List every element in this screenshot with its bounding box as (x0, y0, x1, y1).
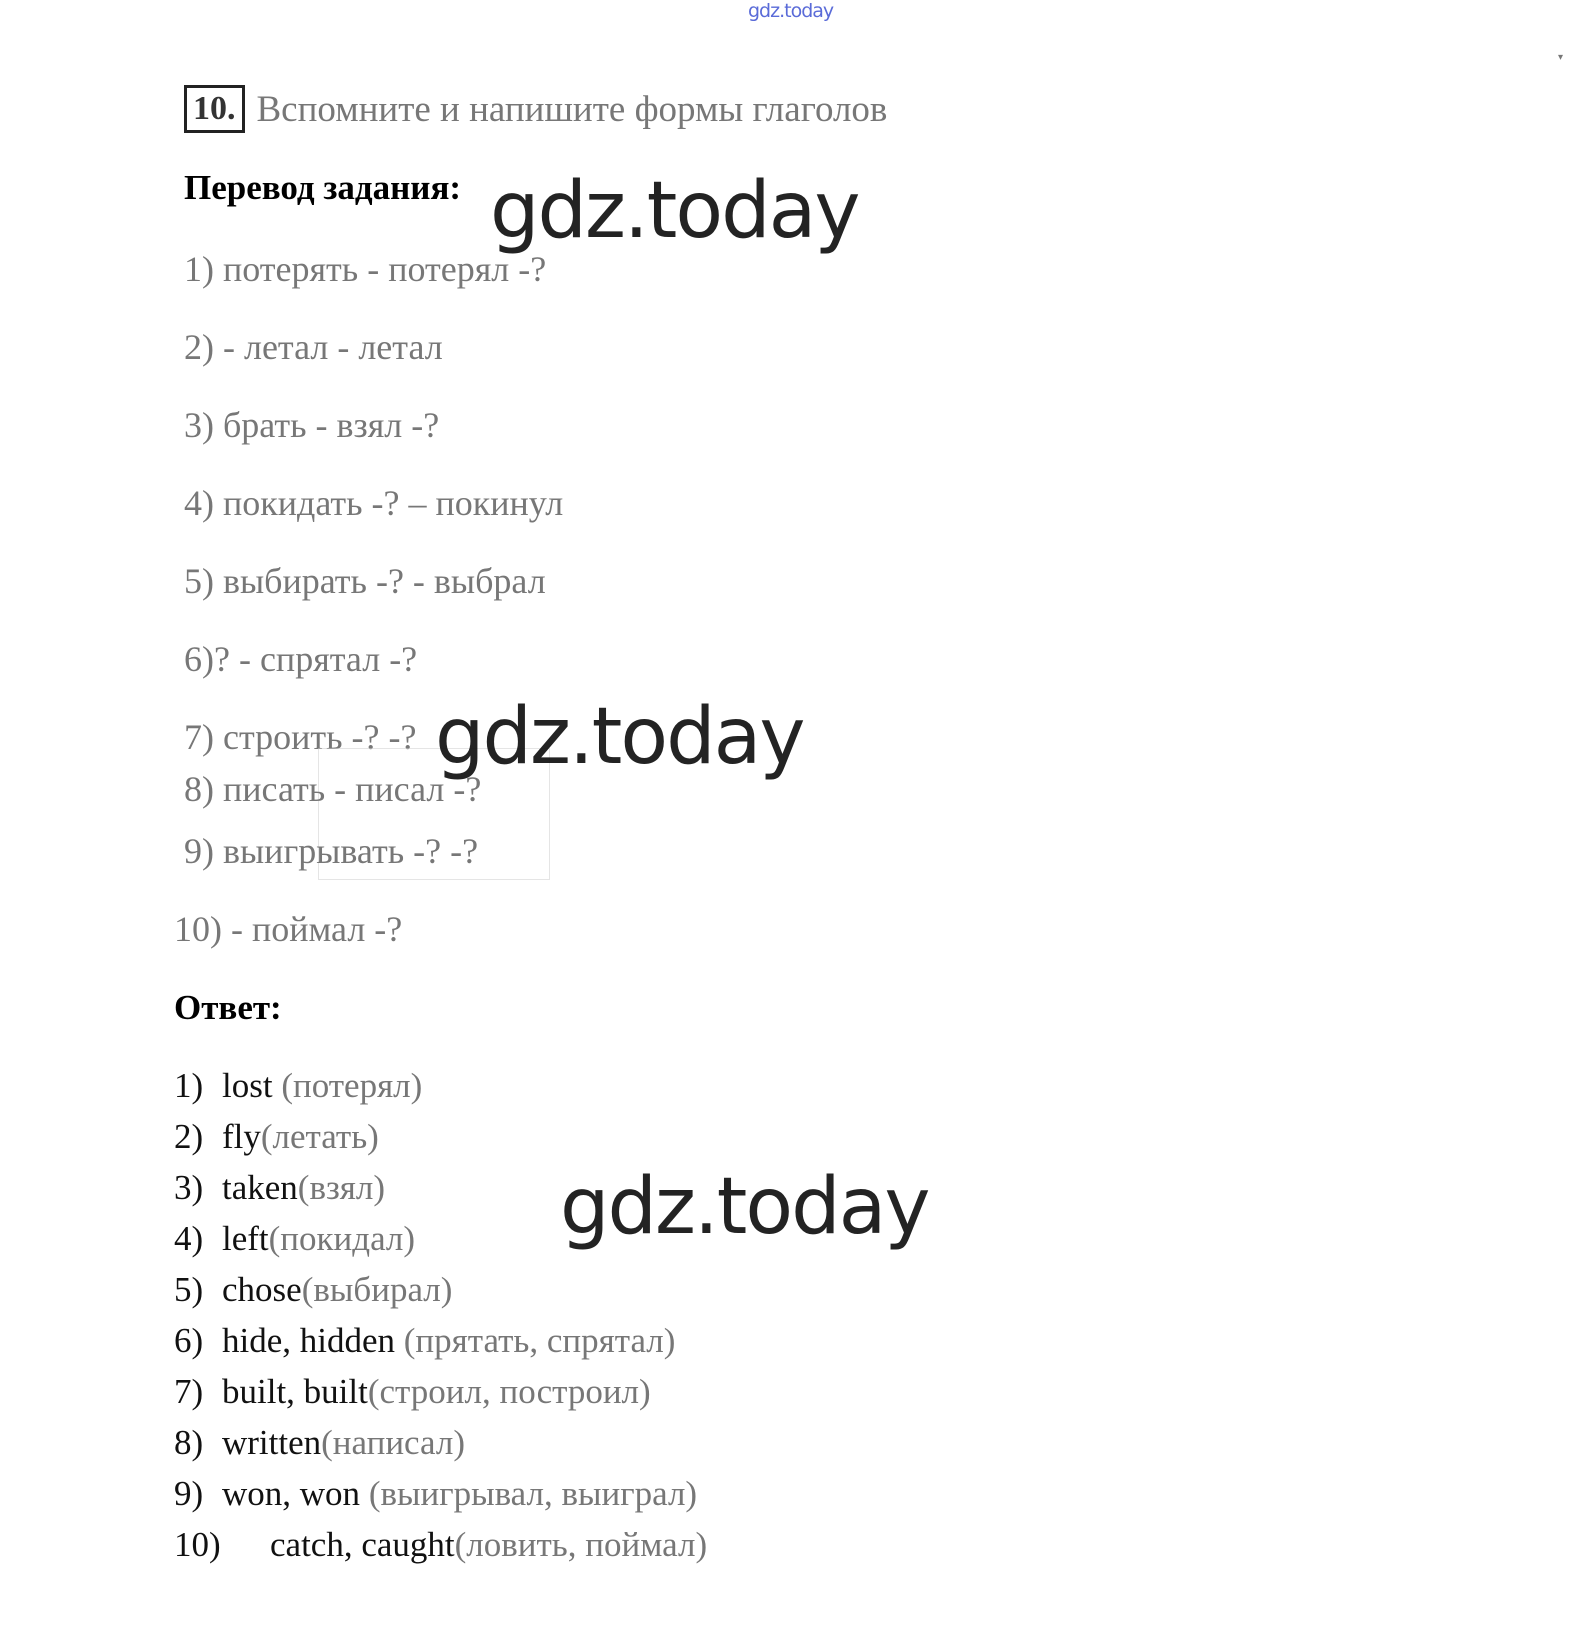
task-header (184, 85, 887, 133)
answer-item (174, 1066, 422, 1106)
translation-item: 10) - поймал -? (174, 909, 403, 949)
answer-item (174, 1117, 379, 1157)
task-instruction: Вспомните и напишите формы глаголов (256, 88, 888, 130)
answer-english: hide, hidden (222, 1321, 396, 1360)
answer-english: built, built (222, 1372, 368, 1411)
answer-number: 8) (174, 1423, 204, 1462)
translation-item: 8) писать - писал -? (184, 769, 482, 809)
answer-russian: (прятать, спрятал) (395, 1321, 676, 1360)
answer-english: won, won (222, 1474, 361, 1513)
watermark: gdz.today (435, 692, 804, 782)
translation-item: 3) брать - взял -? (184, 405, 440, 445)
answer-russian: (строил, построил) (367, 1372, 651, 1411)
answer-english: catch, caught (270, 1525, 455, 1564)
answer-english: taken (222, 1168, 298, 1207)
answer-item (174, 1474, 697, 1514)
answer-russian: (выигрывал, выиграл) (360, 1474, 698, 1513)
corner-mark: ▾ (1558, 52, 1564, 63)
watermark: gdz.today (490, 166, 859, 256)
watermark: gdz.today (560, 1162, 929, 1252)
translation-item: 9) выигрывать -? -? (184, 831, 479, 871)
answer-item (174, 1372, 651, 1412)
answer-item (174, 1219, 415, 1259)
answer-english: written (222, 1423, 322, 1462)
answer-english: chose (222, 1270, 302, 1309)
translation-item: 5) выбирать -? - выбрал (184, 561, 546, 601)
task-number: 10. (184, 85, 245, 133)
answer-number: 2) (174, 1117, 204, 1156)
answer-russian: (покидал) (268, 1219, 416, 1258)
translation-item: 1) потерять - потерял -? (184, 249, 547, 289)
translation-heading: Перевод задания: (184, 168, 462, 207)
translation-item: 6)? - спрятал -? (184, 639, 418, 679)
answer-russian: (написал) (321, 1423, 465, 1462)
answer-heading: Ответ: (174, 988, 282, 1027)
answer-english: left (222, 1219, 269, 1258)
answer-russian: (взял) (297, 1168, 386, 1207)
answer-russian: (выбирал) (301, 1270, 453, 1309)
answer-russian: (летать) (260, 1117, 379, 1156)
answer-number: 4) (174, 1219, 204, 1258)
answer-item (174, 1321, 675, 1361)
site-logo: gdz.today (748, 0, 834, 22)
answer-number: 5) (174, 1270, 204, 1309)
translation-item: 4) покидать -? – покинул (184, 483, 564, 523)
answer-number: 7) (174, 1372, 204, 1411)
answer-item (174, 1423, 465, 1463)
translation-item: 7) строить -? -? (184, 717, 417, 757)
answer-english: fly (222, 1117, 261, 1156)
answer-number: 3) (174, 1168, 204, 1207)
answer-russian: (ловить, поймал) (454, 1525, 708, 1564)
answer-russian: (потерял) (272, 1066, 423, 1105)
answer-number: 9) (174, 1474, 204, 1513)
answer-item (174, 1525, 707, 1565)
answer-number: 6) (174, 1321, 204, 1360)
answer-item (174, 1270, 452, 1310)
answer-number: 10) (174, 1525, 221, 1564)
translation-item: 2) - летал - летал (184, 327, 443, 367)
answer-english: lost (222, 1066, 273, 1105)
answer-item (174, 1168, 385, 1208)
answer-number: 1) (174, 1066, 204, 1105)
